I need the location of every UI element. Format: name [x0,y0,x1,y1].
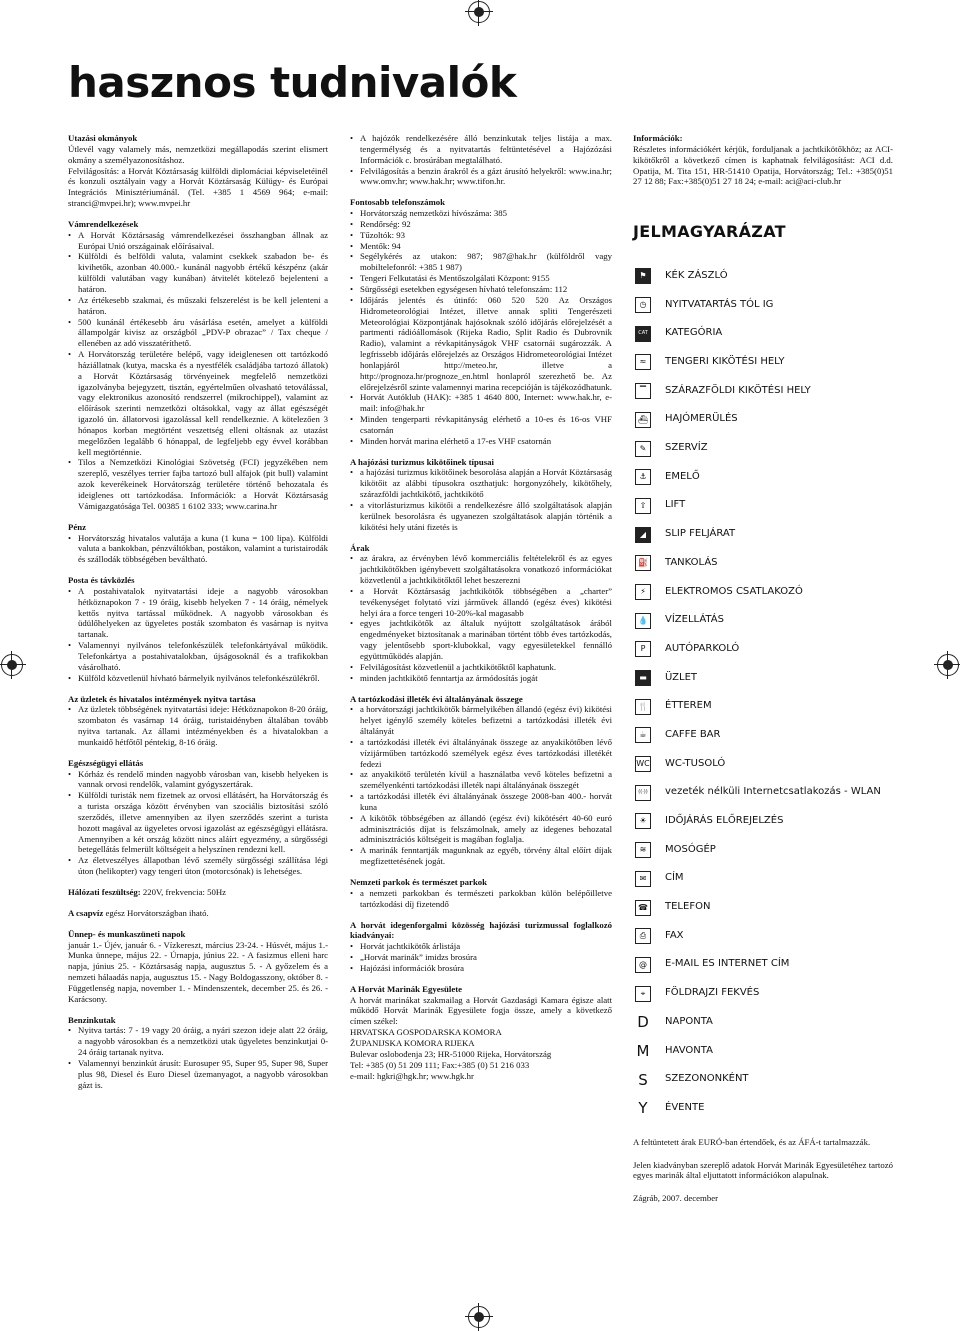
bullet-item: • Valamennyi nyilvános telefonkészülék telefonkártyával működik. Telefonkártya a postahivatalokban, újságosoknál és a trafikokban vásárolható. [68,640,328,673]
page-title: hasznos tudnivalók [68,58,517,107]
legend-row [633,492,893,521]
electric-connection-icon: ⚡ [635,584,651,600]
legend-row [633,434,893,463]
legend-row [633,578,893,607]
bullet-list [68,230,328,512]
section-title: Az üzletek és hivatalos intézmények nyitva tartása [68,693,256,704]
bullet-item: • Felvilágosítást közvetlenül a jachtkikötőktől kaphatunk. [350,662,612,673]
slipway-icon: ◢ [635,527,651,543]
shop-icon: ▬ [635,670,651,686]
legend-label: FAX [665,929,684,941]
legend-row [633,750,893,779]
geo-position-icon: ⌖ [635,986,651,1002]
legend-row [633,1008,893,1037]
section [350,694,612,868]
inline-info-label: Hálózati feszültség: [68,887,141,897]
legend-label: ÉTTEREM [665,700,712,712]
paragraph: HRVATSKA GOSPODARSKA KOMORA [350,1027,502,1038]
legend-row [633,463,893,492]
bullet-item: • Külföld közvetlenül hívható bármelyik nyilvános telefonkészülékről. [68,673,328,684]
legend-label: HAJÓMERÜLÉS [665,413,738,425]
section [350,920,612,974]
column-left [68,133,328,1101]
paragraph: e-mail: hgkri@hgk.hr; www.hgk.hr [350,1070,474,1081]
bullet-item: • Hajózási információk brosúra [350,963,612,974]
paragraph: Útlevél vagy valamely más, nemzetközi megállapodás szerint elismert okmány a személyazonosításhoz. [68,143,328,165]
fuel-icon: ⛽ [635,555,651,571]
legend-label: VÍZELLÁTÁS [665,614,724,626]
water-supply-icon: 💧 [635,613,651,629]
bullet-item: • Segélykérés az utakon: 987; 987@hak.hr (külföldről vagy mobiltelefonról: +385 1 987) [350,251,612,273]
section-title: Pénz [68,521,86,532]
legend-row [633,692,893,721]
legend-label: vezeték nélküli Internetcsatlakozás - WLAN [665,786,881,798]
legend-row [633,635,893,664]
bullet-list [350,133,612,187]
section [68,758,328,877]
legend-label: WC-TUSOLÓ [665,757,726,769]
legend-label: AUTÓPARKOLÓ [665,642,740,654]
bullet-item: • Külföldi turisták nem fizetnek az orvosi ellátásért, ha Horvátország és a turista országa között érvényben van szociális biztosítási szóló szerződés, illetve amennyiben az ilyen szerződés szerint a turista hozott magával az ügyeletes orvosi igazolást az egészségügyi ellátásra. Amennyiben a két ország között nincs aláírt egyezmény, a sürgősségi betegellátás felmerült költségeit a helyszínen rendezni kell. [68,790,328,855]
section-title: Posta és távközlés [68,575,135,586]
bullet-item: • Tengeri Felkutatási és Mentőszolgálati Központ: 9155 [350,273,612,284]
service-icon: ✎ [635,441,651,457]
inline-info-label: A csapvíz [68,907,104,918]
legend-label: SZERVÍZ [665,442,708,454]
legend-title: JELMAGYARÁZAT [633,222,786,242]
legend-label: MOSÓGÉP [665,843,716,855]
bullet-item: • Nyitva tartás: 7 - 19 vagy 20 óráig, a nyári szezon ideje alatt 22 óráig, a nagyobb városokban és a nemzetközi utak ügyeletes benzinkutjai 0-24 óráig tartanak nyitva. [68,1025,328,1058]
bullet-item: • az anyakikötő területén kívül a használatba vevő köteles befizetni a személyenkénti tartózkodási illeték napi általányának összegét [350,769,612,791]
cafe-bar-icon: ☕ [635,727,651,743]
bullet-list [68,533,328,566]
legend-row [633,664,893,693]
bullet-item: • a vitorlásturizmus kikötői a rendelkezésre álló szolgáltatások alapján kerülnek besorolásra és ugyanezen szolgáltatások alapján történik a kikötési hely utáni fizetés is [350,500,612,533]
seasonal-icon: S [638,1070,648,1089]
daily-icon: D [637,1013,649,1032]
note-paragraph: Jelen kiadványban szereplő adatok Horvát Marinák Egyesületéhez tartozó egyes marinák által eljuttatott információkon alapulnak. [633,1159,893,1181]
legend-label: TANKOLÁS [665,556,718,568]
bullet-item: • egyes jachtkikötők az általuk nyújtott szolgáltatások árából engedményeket biztosítanak a marinában történt több éves tartózkodás, vagy jelentősebb sport-klubokkal, vagy egyesületekkel fennálló együttműködés alapján. [350,618,612,661]
bullet-item: • Az üzletek többségének nyitvatartási ideje: Hétköznapokon 8-20 óráig, szombaton és vasárnap 14 óráig, turistaidényben általában tovább nyitva tartanak. Az állami intézményekben és a hivatalokban a munkaidő hétfőtől péntekig, 8-16 óráig. [68,704,328,747]
paragraph: január 1.- Újév, január 6. - Vízkereszt, március 23-24. - Húsvét, május 1.- Munka ünnepe, május 22. - Úrnapja, június 22. - A fasizmus elleni harc napja, június 25. - Köztársaság napja, augusztus 5. - A győzelem és a nemzeti hálaadás napja, augusztus 15. - Nagy Boldogasszony, október 8. - Függetlenség napja, november 1. - Mindenszentek, december 25. és 26. - Karácsony. [68,939,328,1004]
section-title: A horvát idegenforgalmi közösség hajózási turizmussal foglalkozó kiadványai: [350,919,612,941]
blue-flag-icon: ⚑ [635,268,651,284]
legend-label: KÉK ZÁSZLÓ [665,269,728,281]
bullet-item: • A postahivatalok nyitvatartási ideje a nagyobb városokban hétköznapokon 7 - 19 óráig, kisebb helyeken 7 - 14 óráig, némelyek kettős nyitva tartással működnek. A nagyobb városokban és üdülőhelyeken az ügyeletes posták szombaton és vasárnap is nyitva tartanak. [68,586,328,640]
bullet-item: • a hajózási turizmus kikötőinek besorolása alapján a Horvát Köztársaság kikötőit az alábbi típusokra oszthatjuk: horgonyzóhely, kikötőhely, szárazföldi jachtkikötő, jachtkikötő [350,467,612,500]
legend-row [633,836,893,865]
bullet-item: • Sürgősségi esetekben egységesen hívható telefonszám: 112 [350,284,612,295]
inline-info [68,887,328,898]
bullet-item: • A marinák fenntartják magunknak az egyéb, törvény által előírt díjak megfizettetésének jogát. [350,845,612,867]
bullet-item: • Tűzoltók: 93 [350,230,612,241]
legend-row [633,721,893,750]
legend-label: SLIP FELJÁRAT [665,528,736,540]
bullet-item: • Tilos a Nemzetközi Kinológiai Szövetség (FCI) jegyzékében nem szereplő, veszélyes terrier fajba tartozó bull alfajok (pit bull) valamint azok keverékeinek Horvátország területére történő behozatala és ideiglenes ott tartózkodása. Információk: a Horvát Köztársaság Vámigazgatósága Tel. 00385 1 6102 333; www.carina.hr [68,457,328,511]
legend-row [633,606,893,635]
legend-row [633,406,893,435]
section-title: Nemzeti parkok és természet parkok [350,877,488,887]
registration-mark-left [1,654,23,676]
registration-mark-bottom [468,1306,490,1328]
section-title: A tartózkodási illeték évi általányának összege [350,693,523,704]
registration-mark-right [937,654,959,676]
dry-berth-icon: ▔ [635,383,651,399]
email-icon: @ [635,957,651,973]
toilet-icon: WC [635,756,651,772]
bullet-item: • Az életveszélyes állapotban lévő személy sürgősségi szállítása légi úton (helikopter) vagy tengeri úton (motorcsónak) is lehetséges. [68,855,328,877]
paragraph: ŽUPANIJSKA KOMORA RIJEKA [350,1037,475,1048]
lift-icon: ⇧ [635,498,651,514]
legend-label: KATEGÓRIA [665,327,723,339]
bullet-list [350,888,612,910]
legend-label: CÍM [665,872,684,884]
legend-row [633,807,893,836]
section-title: A Horvát Marinák Egyesülete [350,983,463,994]
bullet-list [350,553,612,683]
category-icon: CAT [635,326,651,342]
section-title: Benzinkutak [68,1014,116,1025]
legend-label: ÜZLET [665,671,697,683]
column-middle [350,133,612,1091]
bullet-item: • a nemzeti parkokban és természeti parkokban külön belépőilletve tartózkodási díj fizetendő [350,888,612,910]
legend-row [633,778,893,807]
legend-row [633,377,893,406]
legend-label: SZEZONONKÉNT [665,1073,749,1085]
yearly-icon: Y [638,1099,648,1118]
bullet-list [68,1025,328,1090]
bullet-item: • A Horvát Köztársaság vámrendelkezései összhangban állnak az Európai Unió országainak előírásaival. [68,230,328,252]
column-right [633,133,893,1216]
bullet-item: • A kikötők többségében az állandó (egész évi) kikötésért 40-60 euró adminisztrációs díjat is felszámolnak, amely az idegenes behozatal adminisztrációs költségeit is magában foglalja. [350,813,612,846]
bullet-list [350,704,612,867]
info-text: Részletes információkért kérjük, forduljanak a jachtkikötőkhöz; az ACI-kikötőkről a következő címen is kaphatnak felvilágosítást: ACI d.d. Opatija, M. Tita 151, HR-51410 Opatija, Horvátország; Tel.: +385(0)51 27 12 88; Fax:+385(0)51 27 18 24; e-mail: aci@aci-club.hr [633,143,893,187]
notes [633,1137,893,1204]
section [350,543,612,684]
legend-row [633,520,893,549]
bullet-item: • A hajózók rendelkezésére álló benzinkutak teljes listája a max. tengermélység és a nyitvatartás feltüntetésével a Hajózózási Információk c. brosúrában megtalálható. [350,133,612,166]
section-title: Ünnep- és munkaszüneti napok [68,928,186,939]
bullet-list [68,704,328,747]
legend-row [633,549,893,578]
legend-row [633,1065,893,1094]
bullet-list [350,208,612,447]
bullet-item: • Az értékesebb szakmai, és műszaki felszerelést is be kell jelenteni a határon. [68,295,328,317]
paragraph: Tel: +385 (0) 51 209 111; Fax:+385 (0) 51 216 033 [350,1059,530,1070]
bullet-list [68,586,328,684]
bullet-item: • Minden horvát marina elérhető a 17-es VHF csatornán [350,436,612,447]
legend-label: E-MAIL ES INTERNET CÍM [665,958,790,970]
sea-berth-icon: ≈ [635,354,651,370]
section [68,929,328,1005]
monthly-icon: M [636,1041,650,1060]
section [68,575,328,683]
legend-row [633,262,893,291]
section-title: Egészségügyi ellátás [68,757,144,768]
bullet-item: • Időjárás jelentés és útinfó: 060 520 520 Az Országos Hidrometeorológiai Intézet, illetve annak spliti Tengerészeti Meteorológiai Központjának hajósoknak szóló időjárás előrejelzését a partmenti rádióállomások (Rijeka Radio, Split Radio és Dubrovnik Radio), valamint a révkapitányságok VHF csatornái sugározzák. A legfrissebb időjárás előrejelzés az Országos Hidrometeorológiai Intézet honlapjáról http://meteo.hr, illetve a http://prognoza.hr/prognoze_en.html honlapról szerezhető be. Az előrejelzésről szinte valamennyi marina recepcióján is tájékozódhatunk. [350,295,612,393]
bullet-item: • a tartózkodási illeték évi általányának összege az anyakikötőben lévő vízijárműben tartózkodó személyek egész éves tartózkodási illetékét fedezi [350,737,612,770]
bullet-list [350,467,612,532]
legend-label: TENGERI KIKÖTÉSI HELY [665,356,785,368]
section [68,219,328,512]
bullet-item: • Kórház és rendelő minden nagyobb városban van, kisebb helyeken is vannak orvosi rendelők, valamint gyógyszertárak. [68,769,328,791]
registration-mark-top [468,1,490,23]
legend-list [633,262,893,1123]
legend-label: EMELŐ [665,470,700,482]
legend-row [633,1037,893,1066]
legend-label: SZÁRAZFÖLDI KIKÖTÉSI HELY [665,384,811,396]
phone-icon: ☎ [635,900,651,916]
bullet-item: • Felvilágosítás a benzin árakról és a gázt árusító helyekről: www.ina.hr; www.omv.hr; www.hak.hr; www.tifon.hr. [350,166,612,188]
paragraph: Bulevar oslobođenja 23; HR-51000 Rijeka, Horvátország [350,1048,552,1059]
bullet-item: • Mentők: 94 [350,241,612,252]
section [350,197,612,446]
legend-label: CAFFE BAR [665,728,721,740]
legend-row [633,319,893,348]
legend-row [633,893,893,922]
section [350,133,612,187]
bullet-item: • Horvát jachtkikötők árlistája [350,941,612,952]
paragraph: Felvilágosítás: a Horvát Köztársaság külföldi diplomáciai képviseletéinél és konzuli osztályain vagy a Horvát Köztársaság Külügy- és Európai Integrációs Minisztériumánál. (Tel. +385 1 4569 964; e-mail: stranci@mvpei.hr); www.mvpei.hr [68,165,328,209]
legend-label: ÉVENTE [665,1101,705,1113]
wireless-internet-icon: ((·)) [635,785,651,801]
bullet-item: • a horvátországi jachtkikötők bármelyikében állandó (egész évi) kikötési helyet igénylő személy köteles befizetni a tartózkodási illeték évi általányát [350,704,612,737]
legend-label: HAVONTA [665,1044,713,1056]
crane-icon: ⚓ [635,469,651,485]
legend-row [633,979,893,1008]
section [68,694,328,748]
bullet-item: • Horvátország nemzetközi hívószáma: 385 [350,208,612,219]
weather-forecast-icon: ☀ [635,813,651,829]
bullet-item: • A Horvátország területére belépő, vagy ideiglenesen ott tartózkodó háziállatnak (kutya, macska és a nyestfélék családjába tartozó állatok) a Horvát Köztársaság törvényeinek megfelelő nemzetközi igazolványba bejegyzett, tisztán, egyértelműen olvasható tetoválással, vagy elektronikus azonosító rendszerrel (mikrochippel), valamint az előírások szerinti nemzetközi oltásokkal, vagy az állat egészségét igazoló ún. állatorvosi igazolással kell rendelkeznie. A kötelezően 3 hónapos korban megtörtént veszettség elleni oltásnak az utazást megelőzően legalább 6 hónappal, de legfeljebb egy évvel korábban kell megtörténnie. [68,349,328,457]
legend-label: NAPONTA [665,1015,713,1027]
bullet-item: • Horvátország hivatalos valutája a kuna (1 kuna = 100 lipa). Külföldi valuta a bankokban, pénzváltókban, postákon, valamint a turistairodák és szállodák többségében beváltható. [68,533,328,566]
bullet-item: • „Horvát marinák” imidzs brosúra [350,952,612,963]
legend-label: NYITVATARTÁS TÓL IG [665,298,774,310]
legend-label: ELEKTROMOS CSATLAKOZÓ [665,585,803,597]
note-paragraph: A feltüntetett árak EURÓ-ban értendőek, és az ÁFÁ-t tartalmazzák. [633,1136,871,1147]
section-title: Árak [350,542,370,553]
parking-icon: P [635,641,651,657]
bullet-item: • a Horvát Köztársaság jachtkikötők többségében a „charter” tevékenységet folytató vízi járművek állandó (egész éves) kikötési helyi ára a force tengeri 10-20%-kal magasabb [350,586,612,619]
address-icon: ✉ [635,871,651,887]
section-title: A hajózási turizmus kikötőinek típusai [350,456,494,467]
legend-row [633,291,893,320]
section [350,877,612,910]
bullet-item: • 500 kunánál értékesebb áru vásárlása esetén, amelyet a külföldi állampolgár kivisz az országból „PDV-P obrazac” / Tax cheque / ellenében az adó visszatéríthető. [68,317,328,350]
section [68,522,328,565]
legend-label: FÖLDRAJZI FEKVÉS [665,987,760,999]
section [68,133,328,209]
bullet-item: • Rendőrség: 92 [350,219,612,230]
bullet-list [68,769,328,877]
opening-hours-icon: ◷ [635,297,651,313]
ship-capacity-icon: ⛴ [635,412,651,428]
bullet-item: • Minden tengerparti révkapitányság elérhető a 10-es és 16-os VHF csatornán [350,414,612,436]
section [350,984,612,1082]
legend-row [633,951,893,980]
bullet-list [350,941,612,974]
inline-info [68,908,328,919]
legend-label: LIFT [665,499,686,511]
section [68,1015,328,1091]
inline-info-value: egész Horvátországban iható. [103,907,209,918]
restaurant-icon: 🍴 [635,699,651,715]
bullet-item: • a tartózkodási illeték évi általányának összege 2008-ban 400.- horvát kuna [350,791,612,813]
legend-row [633,865,893,894]
bullet-item: • Horvát Autóklub (HAK): +385 1 4640 800, Internet: www.hak.hr, e-mail: info@hak.hr [350,392,612,414]
paragraph: A horvát marinákat szakmailag a Horvát Gazdasági Kamara égisze alatt működő Horvát Marinák Egyesülete fogja össze, amely a következő címen székel: [350,994,612,1027]
legend-row [633,1094,893,1123]
section-title: Fontosabb telefonszámok [350,197,446,208]
info-title: Információk: [633,133,683,143]
legend-row [633,348,893,377]
bullet-item: • minden jachtkikötő fenntartja az ármódosítás jogát [350,673,612,684]
section [350,457,612,533]
fax-icon: ⎙ [635,928,651,944]
laundry-icon: ≋ [635,842,651,858]
bullet-item: • Valamennyi benzinkút árusít: Eurosuper 95, Super 95, Super 98, Super plus 98, Diesel és Euro Diesel üzemanyagot, a nagyobb városokban gázt is. [68,1058,328,1091]
legend-label: IDŐJÁRÁS ELŐREJELZÉS [665,815,784,827]
bullet-item: • Külföldi és belföldi valuta, valamint csekkek szabadon be- és kivihetők, azonban 40.000.- kunánál nagyobb értékű készpénz (akár külföldi valutában vagy kunában) átvitelét kötelező bejelenteni a határon. [68,251,328,294]
section-title: Utazási okmányok [68,133,138,143]
info-section [633,133,893,187]
legend-row [633,922,893,951]
legend-label: TELEFON [665,901,711,913]
inline-info-value: 220V, frekvencia: 50Hz [140,887,227,897]
bullet-item: • az árakra, az érvényben lévő kommerciális feltételekről és az egyes jachtkikötőkben igénybevett szolgáltatásokra vonatkozó információkat közvetlenül a jachtkikötőktől lehet beszerezni [350,553,612,586]
section-title: Vámrendelkezések [68,218,139,229]
note-paragraph: Zágráb, 2007. december [633,1193,719,1204]
